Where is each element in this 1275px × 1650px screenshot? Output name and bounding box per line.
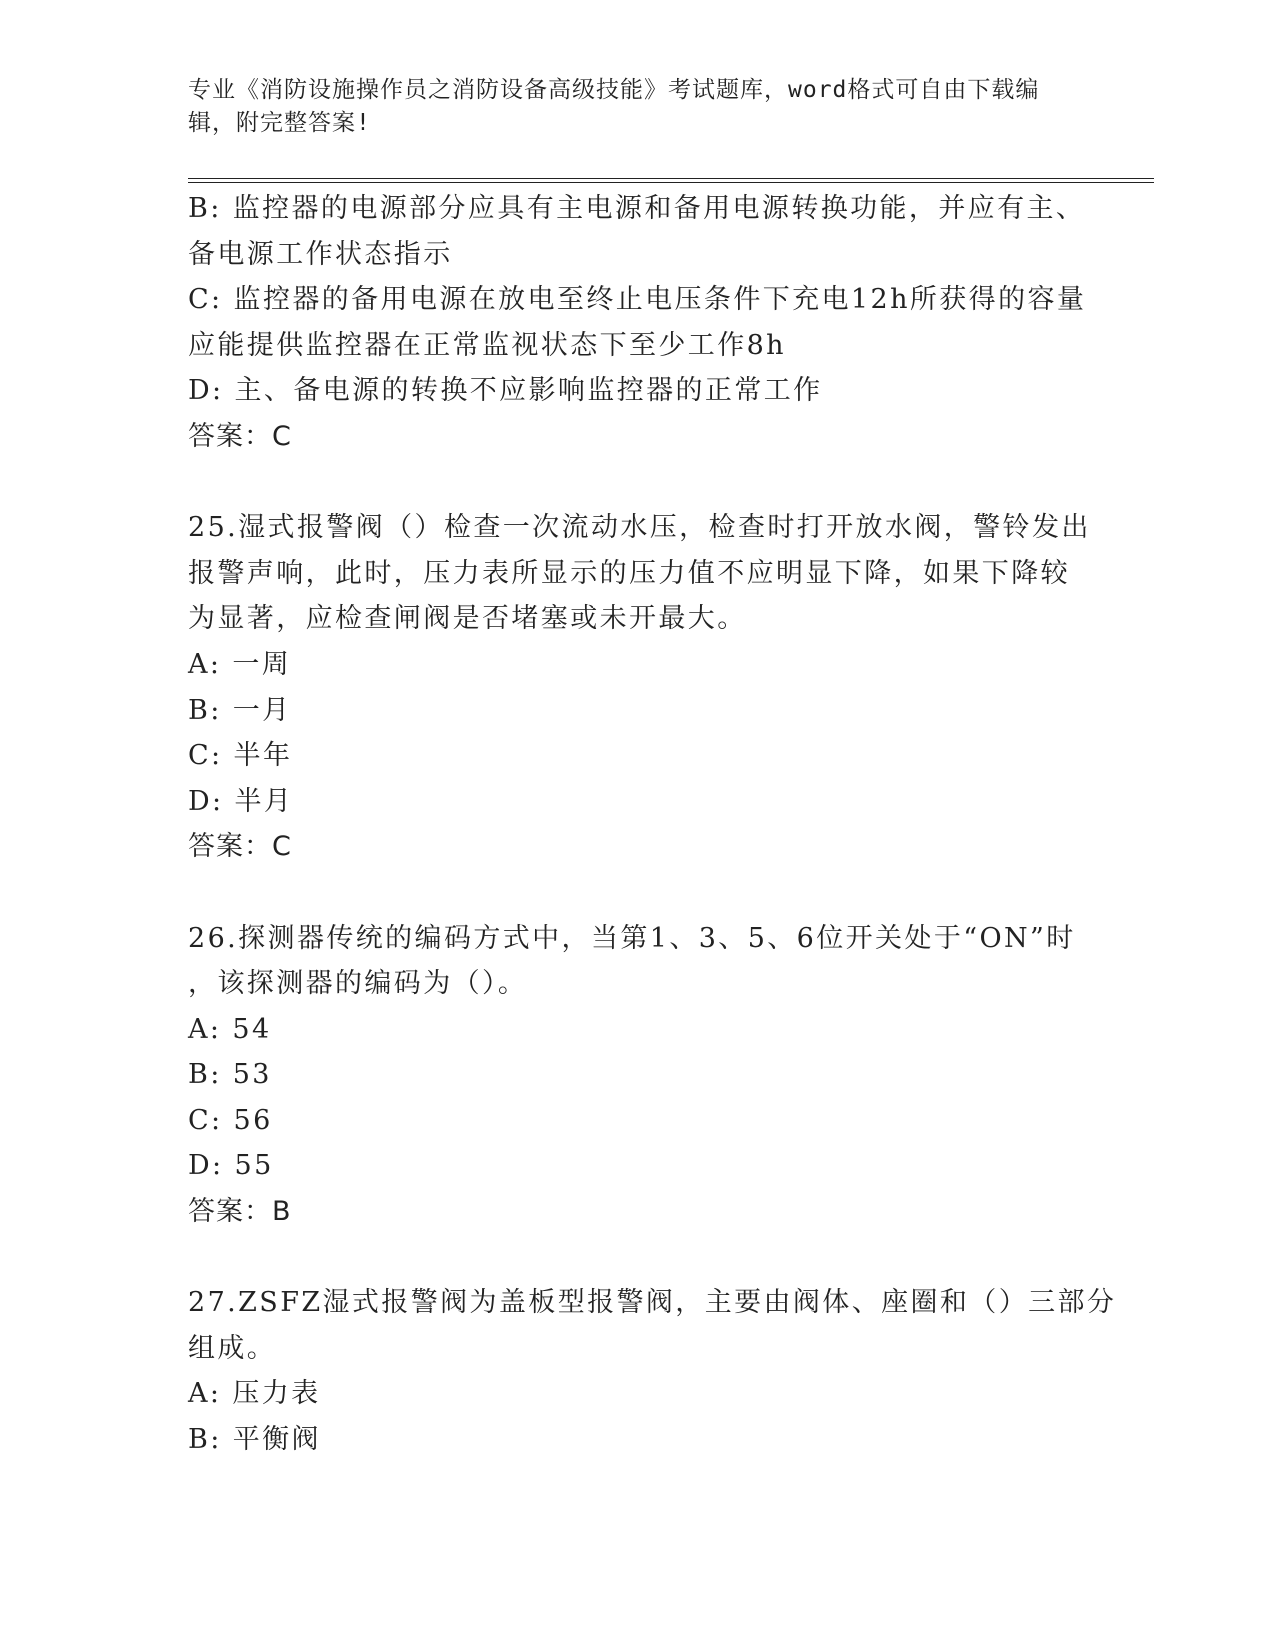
question-25-option-c: C: 半年: [188, 740, 293, 772]
spacer: [188, 870, 1088, 916]
question-27-stem-line-1: 27.ZSFZ湿式报警阀为盖板型报警阀，主要由阀体、座圈和（）三部分: [188, 1287, 1117, 1319]
question-content: [188, 186, 1117, 1463]
question-25-block: [188, 505, 1091, 870]
question-27-stem-line-2: 组成。: [188, 1332, 277, 1364]
question-25-stem-line-1: 25.湿式报警阀（）检查一次流动水压，检查时打开放水阀，警铃发出: [188, 512, 1091, 544]
spacer: [188, 460, 1088, 506]
header-divider: [188, 178, 1154, 183]
question-26-option-b: B: 53: [188, 1059, 272, 1091]
spacer: [188, 1235, 1088, 1281]
question-27-block: [188, 1280, 1117, 1462]
option-c-line-2: 应能提供监控器在正常监视状态下至少工作8h: [188, 329, 786, 361]
question-27-option-b: B: 平衡阀: [188, 1424, 321, 1456]
header-line-2: 辑，附完整答案!: [188, 110, 371, 136]
answer: 答案：C: [188, 420, 292, 452]
header-line-1: 专业《消防设施操作员之消防设备高级技能》考试题库，word格式可自由下载编: [188, 77, 1040, 103]
question-25-answer: 答案：C: [188, 831, 292, 863]
option-b-line-2: 备电源工作状态指示: [188, 238, 453, 270]
question-25-option-b: B: 一月: [188, 694, 292, 726]
option-d: D: 主、备电源的转换不应影响监控器的正常工作: [188, 375, 823, 407]
question-26-block: [188, 916, 1088, 1235]
option-c-line-1: C: 监控器的备用电源在放电至终止电压条件下充电12h所获得的容量: [188, 284, 1087, 316]
option-b-line-1: B: 监控器的电源部分应具有主电源和备用电源转换功能，并应有主、: [188, 193, 1086, 224]
question-26-answer: 答案：B: [188, 1196, 292, 1228]
question-25-stem-line-3: 为显著，应检查闸阀是否堵塞或未开最大。: [188, 603, 747, 635]
previous-question-block: [188, 186, 1088, 460]
page-header: [188, 74, 1068, 140]
question-26-option-c: C: 56: [188, 1104, 273, 1136]
question-26-stem-line-2: ，该探测器的编码为（）。: [188, 968, 528, 1000]
question-27-option-a: A: 压力表: [188, 1378, 321, 1410]
question-26-option-d: D: 55: [188, 1150, 274, 1182]
question-25-stem-line-2: 报警声响，此时，压力表所显示的压力值不应明显下降，如果下降较: [188, 557, 1070, 589]
question-26-option-a: A: 54: [188, 1013, 272, 1045]
question-26-stem-line-1: 26.探测器传统的编码方式中，当第1、3、5、6位开关处于“ON”时: [188, 922, 1076, 954]
question-25-option-d: D: 半月: [188, 785, 294, 817]
question-25-option-a: A: 一周: [188, 648, 292, 680]
